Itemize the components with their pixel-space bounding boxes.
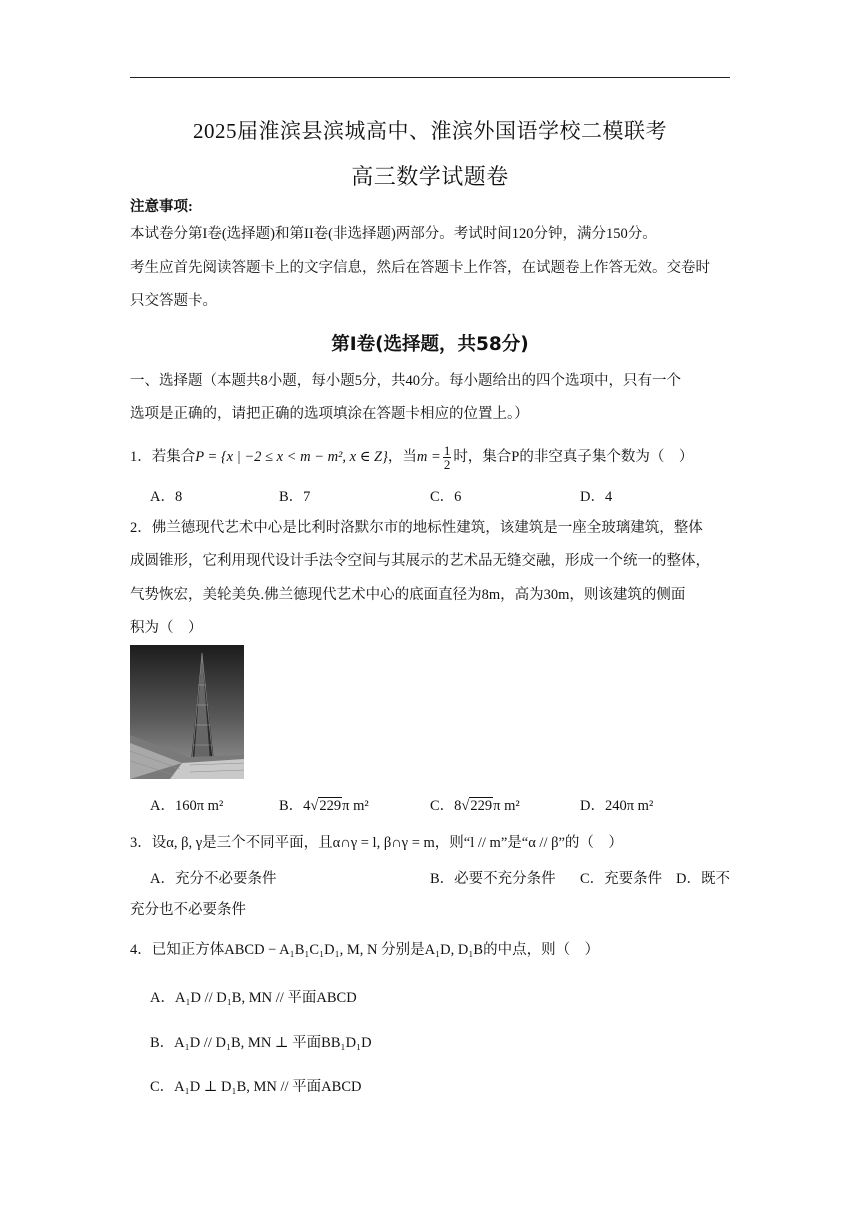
notice-line-1: 本试卷分第I卷(选择题)和第II卷(非选择题)两部分。考试时间120分钟，满分150分。 [130,226,657,242]
q2-line-4: 积为（ ） [130,620,203,636]
section-title: 第I卷(选择题，共58分) [331,334,529,355]
q1-fraction [443,444,452,471]
top-rule [130,77,730,78]
q2-line-1: 2．佛兰德现代艺术中心是比利时洛默尔市的地标性建筑，该建筑是一座全玻璃建筑，整体 [130,520,703,536]
q2-option-a: A．160π m² [150,798,224,814]
q3-option-c: C．充要条件 [580,871,663,887]
q1-suffix: 时，集合P的非空真子集个数为（ ） [453,448,694,465]
q2-option-c: C．8√229π m² [430,798,520,814]
q1-set-expression: P = {x | −2 ≤ x < m − m², x ∈ Z} [195,448,388,465]
question-3: 3．设α, β, γ是三个不同平面，且α∩γ = l, β∩γ = m，则“l // m”是“α // β”的（ ） [130,835,623,851]
notice-line-3: 只交答题卡。 [130,293,217,309]
question-1 [130,444,693,471]
section-intro-2: 选项是正确的，请把正确的选项填涂在答题卡相应的位置上。） [130,406,529,422]
q1-frac-num: 1 [443,443,451,458]
q4-option-c: C．A₁D ⊥ D₁B, MN // 平面ABCD [150,1079,362,1095]
exam-subtitle: 高三数学试题卷 [351,164,509,189]
q1-option-d: D．4 [580,489,613,505]
q3-option-d-wrap: 充分也不必要条件 [130,902,246,918]
q2-line-2: 成圆锥形，它利用现代设计手法令空间与其展示的艺术品无缝交融，形成一个统一的整体， [130,553,710,569]
q1-option-a: A．8 [150,489,183,505]
q1-option-c: C．6 [430,489,462,505]
q4-option-a: A．A₁D // D₁B, MN // 平面ABCD [150,990,357,1006]
q1-mid: ，当 [387,448,417,465]
section-intro-1: 一、选择题（本题共8小题，每小题5分，共40分。每小题给出的四个选项中，只有一个 [130,373,681,389]
q3-option-b: B．必要不充分条件 [430,871,556,887]
exam-title: 2025届淮滨县滨城高中、淮滨外国语学校二模联考 [193,119,667,143]
q4-option-b: B．A₁D // D₁B, MN ⊥ 平面BB₁D₁D [150,1035,372,1051]
q2-line-3: 气势恢宏，美轮美奂.佛兰德现代艺术中心的底面直径为8m，高为30m，则该建筑的侧面 [130,587,686,603]
q1-option-b: B．7 [279,489,311,505]
notice-line-2: 考生应首先阅读答题卡上的文字信息，然后在答题卡上作答，在试题卷上作答无效。交卷时 [130,260,710,276]
tower-photo [130,645,244,779]
q1-m-expression: m = [416,448,441,465]
q1-prefix: 1．若集合 [130,448,196,465]
q3-option-d: D．既不 [676,871,730,887]
q2-option-d: D．240π m² [580,798,654,814]
question-4: 4．已知正方体ABCD − A₁B₁C₁D₁, M, N 分别是A₁D, D₁B的中点，则（ ） [130,942,600,958]
q3-option-a: A．充分不必要条件 [150,871,277,887]
notice-heading: 注意事项: [130,199,193,215]
q1-frac-den: 2 [443,457,451,472]
q2-option-b: B．4√229π m² [279,798,369,814]
